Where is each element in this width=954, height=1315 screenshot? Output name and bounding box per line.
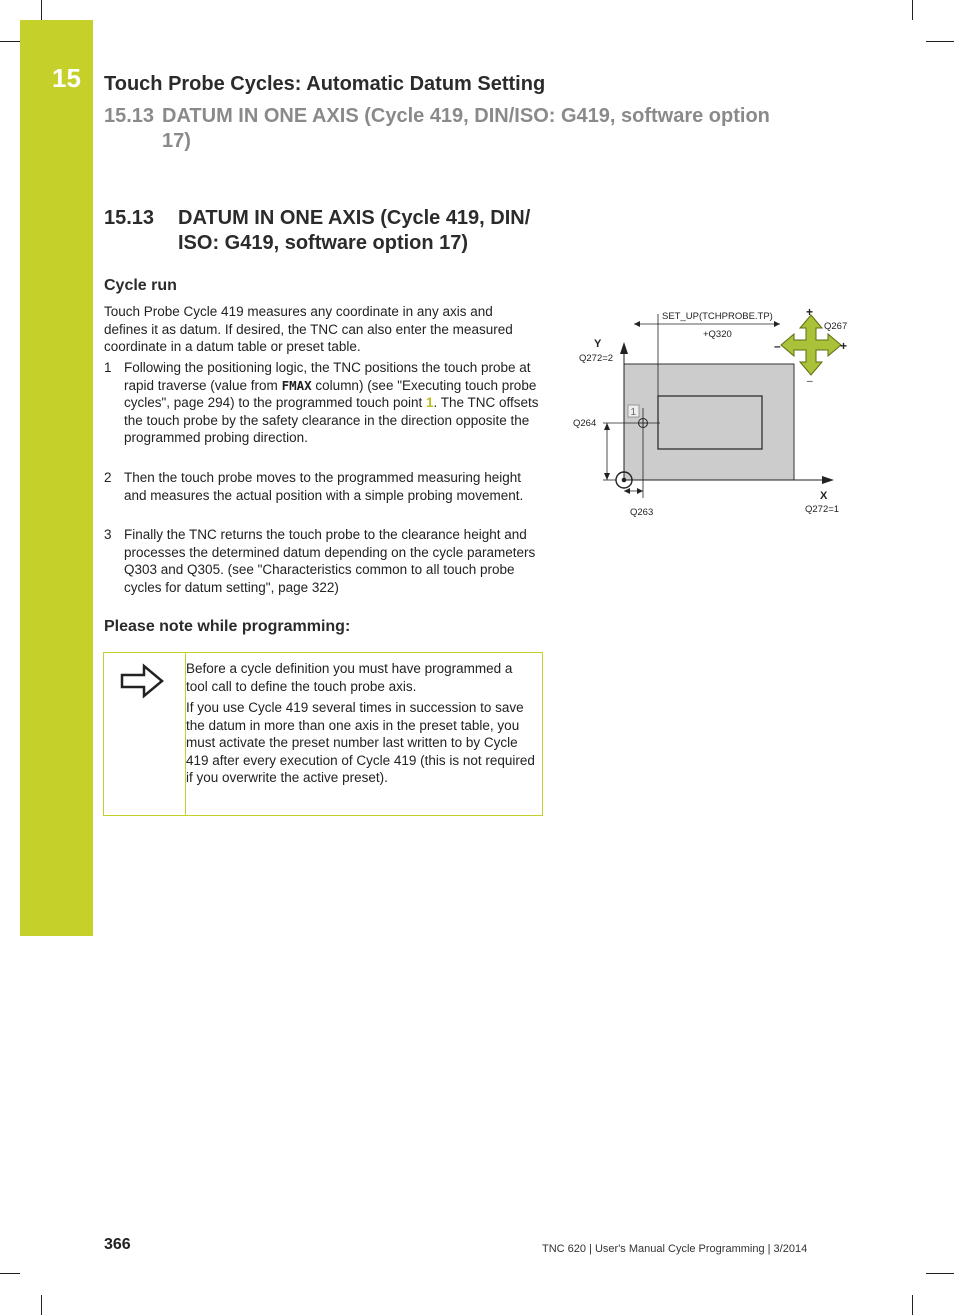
crop-mark: [41, 1295, 42, 1315]
x-axis-arrow: [822, 476, 834, 484]
page-number: 366: [104, 1236, 131, 1253]
note-paragraph-2: If you use Cycle 419 several times in succession to save the datum in more than one axis in the preset table, you must activate the preset number last written to by Cycle 419 after every execution of Cycle 419 (this is not required if you overwrite the active preset).: [186, 700, 535, 786]
crop-mark: [926, 41, 954, 42]
plus-right-label: +: [840, 339, 848, 353]
note-heading: Please note while programming:: [104, 618, 351, 635]
step-2: [104, 469, 546, 504]
step-number: 2: [104, 470, 112, 485]
chapter-sidebar: [20, 20, 93, 936]
cycle-diagram: [560, 300, 850, 525]
section-title-line1: DATUM IN ONE AXIS (Cycle 419, DIN/: [178, 207, 531, 229]
fmax-code: FMAX: [281, 377, 312, 393]
minus-bottom-label: –: [807, 376, 813, 387]
arrow-right-icon: [120, 663, 166, 699]
step-3: [104, 526, 546, 596]
step-text: column) (see "Executing touch probe cycles", page 294) to the programmed touch point: [124, 377, 537, 411]
running-header-section: [104, 104, 824, 154]
q272-y-label: Q272=2: [579, 353, 614, 364]
footer-text: TNC 620 | User's Manual Cycle Programming | 3/2014: [542, 1243, 808, 1255]
x-axis-label: X: [820, 490, 828, 502]
step-text: Finally the TNC returns the touch probe to the clearance height and processes the determined datum depending on the cycle parameters Q303 and Q305. (see "Characteristics common to all touch probe cycles for datum setting", page 322): [124, 527, 536, 595]
step-1: [104, 359, 546, 447]
crop-mark: [0, 41, 20, 42]
y-axis-arrow: [620, 342, 628, 354]
section-number: 15.13: [104, 207, 155, 229]
plus-top-label: +: [806, 305, 814, 319]
step-text: Then the touch probe moves to the programmed measuring height and measures the actual position with a simple probing movement.: [124, 470, 524, 503]
crop-mark: [912, 1295, 913, 1315]
crop-mark: [926, 1273, 954, 1274]
section-title-line2: ISO: G419, software option 17): [178, 232, 469, 254]
q320-label: +Q320: [703, 329, 732, 340]
crop-mark: [41, 0, 42, 20]
touch-point-number-label: 1: [630, 407, 637, 418]
q267-label: Q267: [824, 321, 848, 332]
crop-mark: [912, 0, 913, 20]
q272-x-label: Q272=1: [805, 504, 840, 515]
workpiece-pocket: [658, 396, 762, 449]
y-axis-label: Y: [594, 338, 602, 350]
running-header-section-line1: DATUM IN ONE AXIS (Cycle 419, DIN/ISO: G419, software option: [162, 105, 770, 127]
step-text: . The TNC offsets the touch probe by the safety clearance in the direction opposite the programmed probing direction.: [124, 395, 539, 446]
note-paragraph-1: Before a cycle definition you must have programmed a tool call to define the touch probe axis.: [186, 661, 513, 694]
step-text: Following the positioning logic, the TNC positions the touch probe at rapid traverse (value from: [124, 360, 531, 393]
cycle-run-heading: Cycle run: [104, 277, 177, 294]
setup-label: SET_UP(TCHPROBE.TP): [662, 311, 773, 322]
q263-label: Q263: [630, 507, 654, 518]
running-header-section-number: 15.13: [104, 105, 155, 127]
chapter-number: 15: [52, 63, 81, 93]
step-number: 3: [104, 527, 112, 542]
running-header-title: Touch Probe Cycles: Automatic Datum Setting: [104, 73, 546, 95]
crop-mark: [0, 1273, 20, 1274]
running-header-section-line2: 17): [162, 130, 191, 152]
touch-point-number: 1: [425, 395, 434, 411]
step-number: 1: [104, 360, 112, 375]
minus-left-label: –: [774, 339, 781, 353]
cycle-run-intro: Touch Probe Cycle 419 measures any coordinate in any axis and defines it as datum. If desired, the TNC can also enter the measured coordinate in a datum table or preset table.: [104, 304, 513, 355]
q264-label: Q264: [573, 418, 597, 429]
